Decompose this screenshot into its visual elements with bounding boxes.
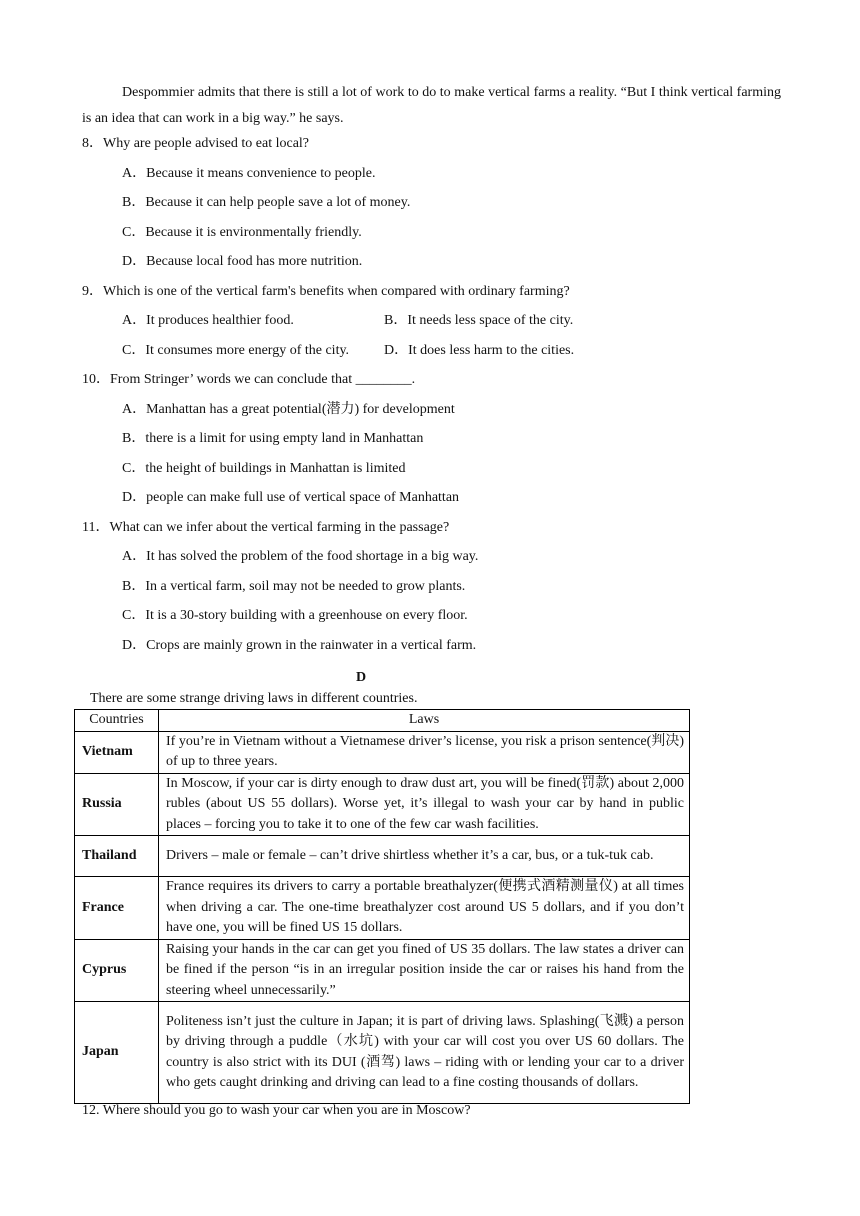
question-8: 8．Why are people advised to eat local? — [82, 136, 310, 151]
law-cell: France requires its drivers to carry a portable breathalyzer(便携式酒精测量仪) at all times when driving a car. The one-time breathalyzer cost around US 5 dollars, and if you don’t have one, you will be fined US 15 dollars. — [159, 877, 690, 940]
country-cell: France — [75, 877, 159, 940]
country-cell: Thailand — [75, 836, 159, 877]
question-11-option-b: B．In a vertical farm, soil may not be needed to grow plants. — [122, 579, 466, 594]
question-12: 12. Where should you go to wash your car when you are in Moscow? — [82, 1103, 471, 1118]
header-laws: Laws — [159, 710, 690, 732]
country-cell: Japan — [75, 1002, 159, 1104]
question-8-option-a: A．Because it means convenience to people. — [122, 166, 376, 181]
country-cell: Vietnam — [75, 731, 159, 773]
header-countries: Countries — [75, 710, 159, 732]
country-cell: Russia — [75, 773, 159, 836]
question-9-option-a: A．It produces healthier food. — [122, 313, 294, 328]
section-intro: There are some strange driving laws in different countries. — [90, 691, 418, 706]
question-10: 10．From Stringer’ words we can conclude that ________. — [82, 372, 416, 387]
question-11-option-c: C．It is a 30-story building with a greenhouse on every floor. — [122, 608, 468, 623]
question-9-option-c: C．It consumes more energy of the city. — [122, 343, 350, 358]
question-8-option-c: C．Because it is environmentally friendly. — [122, 225, 362, 240]
question-10-option-a: A．Manhattan has a great potential(潜力) for development — [122, 402, 455, 417]
law-cell: Raising your hands in the car can get you fined of US 35 dollars. The law states a driver can be fined if the person “is in an irregular position inside the car or raises his hand from the steering wheel unnecessarily.” — [159, 939, 690, 1002]
law-cell: If you’re in Vietnam without a Vietnamese driver’s license, you risk a prison sentence(判决) of up to three years. — [159, 731, 690, 773]
section-heading: D — [355, 670, 367, 685]
question-11-option-d: D．Crops are mainly grown in the rainwater in a vertical farm. — [122, 638, 477, 653]
law-cell: In Moscow, if your car is dirty enough to draw dust art, you will be fined(罚款) about 2,000 rubles (about US 55 dollars). Worse yet, it’s illegal to wash your car by hand in public places – forcing you to take it to one of the few car wash facilities. — [159, 773, 690, 836]
table-row — [75, 939, 690, 1002]
question-11: 11．What can we infer about the vertical farming in the passage? — [82, 520, 450, 535]
question-10-option-c: C．the height of buildings in Manhattan is limited — [122, 461, 406, 476]
law-cell: Politeness isn’t just the culture in Japan; it is part of driving laws. Splashing(飞溅) a person by driving through a puddle（水坑) with your car will cost you over US 60 dollars. The country is also strict with its DUI (酒驾) laws – riding with or lending your car to a driver who gets caught drinking and driving can lead to a fine costing thousands of dollars. — [159, 1002, 690, 1104]
table-header-row — [75, 710, 690, 732]
question-8-option-b: B．Because it can help people save a lot of money. — [122, 195, 411, 210]
driving-laws-table — [74, 709, 690, 1104]
question-10-option-d: D．people can make full use of vertical space of Manhattan — [122, 490, 460, 505]
question-9-option-b: B．It needs less space of the city. — [384, 313, 574, 328]
question-11-option-a: A．It has solved the problem of the food shortage in a big way. — [122, 549, 479, 564]
table-row — [75, 731, 690, 773]
table-row — [75, 1002, 690, 1104]
table-row — [75, 773, 690, 836]
table-row — [75, 836, 690, 877]
question-9-option-d: D．It does less harm to the cities. — [384, 343, 575, 358]
table-row — [75, 877, 690, 940]
country-cell: Cyprus — [75, 939, 159, 1002]
passage-paragraph: Despommier admits that there is still a lot of work to do to make vertical farms a reality. “But I think vertical farming is an idea that can work in a big way.” he says. — [82, 85, 781, 126]
question-9: 9．Which is one of the vertical farm's benefits when compared with ordinary farming? — [82, 284, 570, 299]
law-cell: Drivers – male or female – can’t drive shirtless whether it’s a car, bus, or a tuk-tuk cab. — [159, 836, 690, 877]
question-10-option-b: B．there is a limit for using empty land in Manhattan — [122, 431, 424, 446]
question-8-option-d: D．Because local food has more nutrition. — [122, 254, 363, 269]
